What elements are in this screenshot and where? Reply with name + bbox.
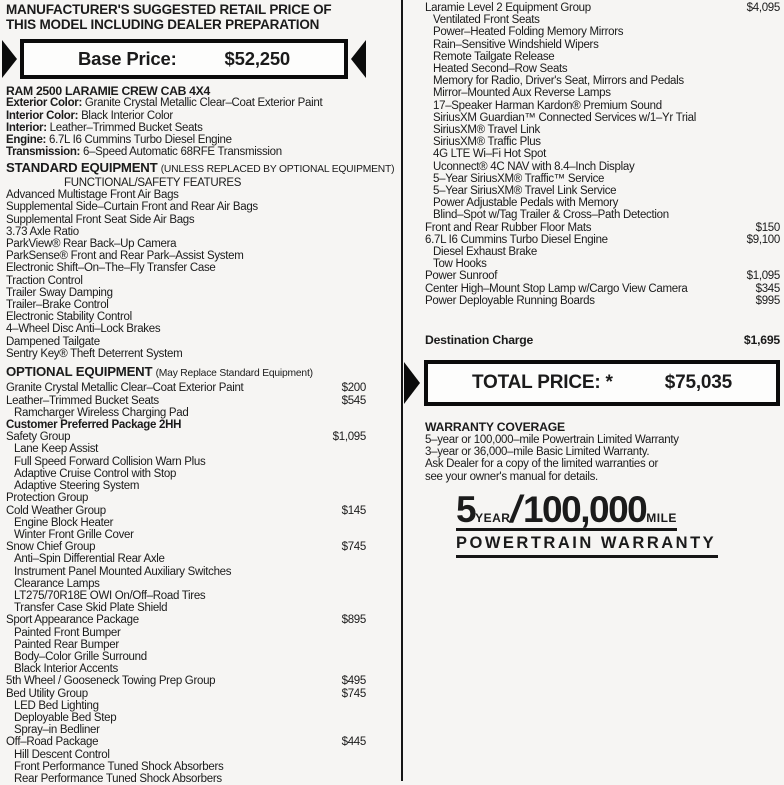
equipment-item-name: Electronic Shift–On–The–Fly Transfer Case [6, 262, 216, 275]
equipment-item [6, 541, 366, 553]
equipment-item-price: $495 [341, 675, 366, 688]
powertrain-logo-line1 [456, 488, 677, 531]
equipment-item [6, 480, 366, 492]
vehicle-spec-label: Exterior Color: [6, 97, 83, 110]
equipment-item [425, 148, 780, 160]
equipment-item-name: Dampened Tailgate [6, 335, 100, 348]
equipment-item [425, 51, 780, 63]
equipment-item-name: Cold Weather Group [6, 504, 106, 517]
vehicle-specs [6, 97, 366, 158]
equipment-item-name: Painted Rear Bumper [14, 638, 119, 651]
equipment-item [6, 311, 366, 323]
warranty-line: 3–year or 36,000–mile Basic Limited Warranty. [425, 446, 650, 459]
left-column [6, 2, 395, 785]
equipment-item-name: Sport Appearance Package [6, 614, 139, 627]
equipment-item [6, 529, 366, 541]
equipment-item-price: $345 [755, 282, 780, 295]
equipment-item [6, 382, 366, 394]
equipment-item [425, 197, 780, 209]
total-price-box [424, 360, 780, 406]
equipment-item-name: Deployable Bed Step [14, 711, 117, 724]
equipment-item [425, 87, 780, 99]
equipment-item-name: Painted Front Bumper [14, 626, 121, 639]
equipment-item [6, 602, 366, 614]
equipment-item-name: Power Sunroof [425, 270, 498, 283]
equipment-item [425, 14, 780, 26]
powertrain-warranty-logo [456, 488, 717, 558]
equipment-item-price: $9,100 [746, 233, 780, 246]
arrow-right-icon [2, 40, 17, 78]
equipment-item-price: $995 [755, 294, 780, 307]
equipment-item-price: $200 [341, 382, 366, 395]
equipment-item-name: Power–Heated Folding Memory Mirrors [433, 26, 624, 39]
equipment-item-name: Lane Keep Assist [14, 443, 99, 456]
vehicle-spec-line [6, 122, 366, 134]
equipment-item-name: 4–Wheel Disc Anti–Lock Brakes [6, 323, 161, 336]
equipment-item-name: Heated Second–Row Seats [433, 63, 568, 76]
equipment-item-price: $1,095 [332, 431, 366, 444]
equipment-item [6, 299, 366, 311]
equipment-item-name: Snow Chief Group [6, 541, 96, 554]
equipment-item-name: Power Adjustable Pedals with Memory [433, 197, 619, 210]
equipment-item [6, 578, 366, 590]
equipment-item-name: Rear Performance Tuned Shock Absorbers [14, 772, 222, 785]
equipment-item-name: Winter Front Grille Cover [14, 528, 134, 541]
equipment-item [6, 517, 366, 529]
warranty-line: 5–year or 100,000–mile Powertrain Limited Warranty [425, 434, 679, 447]
standard-equipment-note: (UNLESS REPLACED BY OPTIONAL EQUIPMENT) [160, 164, 395, 176]
right-equipment-list [418, 2, 780, 307]
equipment-item-name: Electronic Stability Control [6, 311, 132, 324]
equipment-item [425, 2, 780, 14]
equipment-item-price: $895 [341, 614, 366, 627]
total-price-banner [404, 358, 780, 408]
equipment-item-price: $150 [755, 221, 780, 234]
vehicle-spec-value: Black Interior Color [78, 109, 173, 122]
warranty-line: see your owner's manual for details. [425, 470, 598, 483]
equipment-item-price: $445 [341, 736, 366, 749]
logo-year: YEAR [475, 510, 511, 525]
optional-equipment-title: OPTIONAL EQUIPMENT [6, 363, 153, 379]
equipment-item [425, 222, 780, 234]
logo-slash: / [506, 488, 527, 531]
vehicle-spec-value: 6.7L I6 Cummins Turbo Diesel Engine [46, 134, 232, 147]
vehicle-spec-label: Interior Color: [6, 109, 79, 122]
logo-miles: 100,000 [522, 488, 647, 530]
equipment-item-name: SiriusXM Guardian™ Connected Services w/1–Yr Trial [433, 111, 697, 124]
equipment-item [6, 419, 366, 431]
equipment-item-price: $745 [341, 687, 366, 700]
equipment-item-price: $145 [341, 504, 366, 517]
equipment-item-name: Body–Color Grille Surround [14, 650, 147, 663]
vehicle-spec-value: Leather–Trimmed Bucket Seats [46, 121, 203, 134]
equipment-item [6, 226, 366, 238]
equipment-item [425, 258, 780, 270]
equipment-item [6, 566, 366, 578]
equipment-item [6, 287, 366, 299]
equipment-item-name: Laramie Level 2 Equipment Group [425, 2, 591, 14]
warranty-title: WARRANTY COVERAGE [425, 420, 565, 435]
vehicle-spec-value: 6–Speed Automatic 68RFE Transmission [80, 146, 282, 159]
vehicle-spec-line [6, 110, 366, 122]
equipment-item [6, 262, 366, 274]
equipment-item-name: Hill Descent Control [14, 748, 110, 761]
equipment-item [6, 189, 366, 201]
powertrain-logo-caption: POWERTRAIN WARRANTY [456, 531, 718, 558]
equipment-item-name: 5–Year SiriusXM® Traffic™ Service [433, 172, 605, 185]
equipment-item [425, 136, 780, 148]
equipment-item [425, 246, 780, 258]
msrp-heading-line2: THIS MODEL INCLUDING DEALER PREPARATION [6, 16, 320, 32]
equipment-item [425, 39, 780, 51]
column-divider [401, 0, 403, 781]
equipment-item-name: Granite Crystal Metallic Clear–Coat Exterior Paint [6, 382, 244, 395]
equipment-item [6, 250, 366, 262]
equipment-item [6, 724, 366, 736]
equipment-item [425, 75, 780, 87]
equipment-item-name: Mirror–Mounted Aux Reverse Lamps [433, 87, 611, 100]
equipment-item [425, 209, 780, 221]
standard-equipment-heading [6, 160, 395, 177]
equipment-item-price: $1,095 [746, 270, 780, 283]
equipment-item [425, 63, 780, 75]
base-price-label: Base Price: [77, 48, 177, 69]
equipment-item [6, 761, 366, 773]
vehicle-spec-line [6, 97, 366, 109]
equipment-item-name: Ventilated Front Seats [433, 14, 540, 27]
equipment-item-name: Clearance Lamps [14, 577, 100, 590]
vehicle-spec-label: Engine: [6, 134, 47, 147]
equipment-item-name: Sentry Key® Theft Deterrent System [6, 347, 183, 360]
destination-charge-row [418, 333, 780, 347]
equipment-item [425, 283, 780, 295]
vehicle-spec-line [6, 146, 366, 158]
equipment-item [6, 492, 366, 504]
equipment-item-name: Black Interior Accents [14, 663, 118, 676]
standard-equipment-list [6, 189, 366, 360]
equipment-item-name: Customer Preferred Package 2HH [6, 419, 182, 432]
equipment-item [6, 712, 366, 724]
equipment-item [6, 639, 366, 651]
equipment-item-name: 4G LTE Wi–Fi Hot Spot [433, 148, 546, 161]
right-column [418, 2, 780, 558]
equipment-item [6, 749, 366, 761]
equipment-item-name: LED Bed Lighting [14, 699, 99, 712]
equipment-item-name: Diesel Exhaust Brake [433, 246, 537, 259]
equipment-item [6, 736, 366, 748]
equipment-item [6, 214, 366, 226]
arrow-right-icon [404, 362, 420, 404]
equipment-item-name: Full Speed Forward Collision Warn Plus [14, 455, 206, 468]
vehicle-spec-label: Interior: [6, 121, 47, 134]
equipment-item-name: Off–Road Package [6, 736, 99, 749]
equipment-item-name: Adaptive Cruise Control with Stop [14, 467, 177, 480]
equipment-item-name: SiriusXM® Travel Link [433, 124, 540, 137]
equipment-item [6, 614, 366, 626]
equipment-item [425, 100, 780, 112]
optional-equipment-heading [6, 365, 366, 381]
equipment-item-name: Trailer Sway Damping [6, 286, 113, 299]
equipment-item-name: Advanced Multistage Front Air Bags [6, 189, 179, 202]
logo-mile: MILE [646, 510, 677, 525]
equipment-item-name: Front Performance Tuned Shock Absorbers [14, 760, 224, 773]
standard-equipment-title: STANDARD EQUIPMENT [6, 160, 158, 176]
equipment-item-name: Supplemental Front Seat Side Air Bags [6, 213, 195, 226]
equipment-item [6, 407, 366, 419]
equipment-item [6, 323, 366, 335]
equipment-item [6, 688, 366, 700]
warranty-lines [425, 434, 780, 483]
equipment-item-name: Transfer Case Skid Plate Shield [14, 602, 168, 615]
total-price-value: $75,035 [664, 372, 733, 394]
equipment-item-name: 6.7L I6 Cummins Turbo Diesel Engine [425, 233, 608, 246]
optional-equipment-note: (May Replace Standard Equipment) [155, 367, 313, 379]
equipment-item [6, 456, 366, 468]
equipment-item [6, 590, 366, 602]
equipment-item [425, 270, 780, 282]
equipment-item-name: Front and Rear Rubber Floor Mats [425, 221, 592, 234]
equipment-item-price: $745 [341, 541, 366, 554]
equipment-item-name: Memory for Radio, Driver's Seat, Mirrors and Pedals [433, 75, 684, 88]
equipment-item-name: Uconnect® 4C NAV with 8.4–Inch Display [433, 160, 635, 173]
base-price-value: $52,250 [224, 48, 291, 69]
equipment-item-name: Instrument Panel Mounted Auxiliary Switches [14, 565, 232, 578]
base-price-box [20, 39, 348, 79]
equipment-item [6, 773, 366, 785]
equipment-item-name: Protection Group [6, 492, 89, 505]
equipment-item-name: Remote Tailgate Release [433, 50, 555, 63]
equipment-item-name: Safety Group [6, 431, 71, 444]
equipment-item [425, 173, 780, 185]
base-price-banner [2, 37, 366, 81]
equipment-item-name: Adaptive Steering System [14, 480, 140, 493]
equipment-item [6, 505, 366, 517]
equipment-item-name: Power Deployable Running Boards [425, 294, 595, 307]
equipment-item-name: Traction Control [6, 274, 83, 287]
equipment-item-name: ParkSense® Front and Rear Park–Assist System [6, 250, 244, 263]
vehicle-spec-value: Granite Crystal Metallic Clear–Coat Exterior Paint [82, 97, 323, 110]
logo-five: 5 [456, 488, 476, 530]
equipment-item-name: Anti–Spin Differential Rear Axle [14, 553, 165, 566]
equipment-item [6, 395, 366, 407]
equipment-item [6, 201, 366, 213]
equipment-item [6, 238, 366, 250]
equipment-item-name: Rain–Sensitive Windshield Wipers [433, 38, 599, 51]
equipment-item-name: Trailer–Brake Control [6, 298, 109, 311]
equipment-item [425, 161, 780, 173]
equipment-item-name: Supplemental Side–Curtain Front and Rear Air Bags [6, 201, 258, 214]
equipment-item-name: Center High–Mount Stop Lamp w/Cargo View Camera [425, 282, 688, 295]
equipment-item [425, 295, 780, 307]
equipment-item [6, 700, 366, 712]
msrp-heading [6, 3, 366, 32]
vehicle-title: RAM 2500 LARAMIE CREW CAB 4X4 [6, 84, 210, 98]
equipment-item [6, 663, 366, 675]
equipment-item [425, 185, 780, 197]
warranty-section [418, 421, 780, 483]
equipment-item [6, 431, 366, 443]
equipment-item-name: Tow Hooks [433, 258, 487, 271]
destination-charge-label: Destination Charge [425, 333, 534, 348]
equipment-item-name: SiriusXM® Traffic Plus [433, 136, 541, 149]
equipment-item-name: 5th Wheel / Gooseneck Towing Prep Group [6, 675, 216, 688]
equipment-item [6, 675, 366, 687]
equipment-item [6, 651, 366, 663]
equipment-item-name: Spray–in Bedliner [14, 724, 100, 737]
equipment-item [425, 112, 780, 124]
msrp-heading-line1: MANUFACTURER'S SUGGESTED RETAIL PRICE OF [6, 2, 332, 17]
equipment-item-name: 5–Year SiriusXM® Travel Link Service [433, 185, 617, 198]
arrow-left-icon [351, 40, 366, 78]
equipment-item-price: $4,095 [746, 2, 780, 14]
equipment-item-name: 17–Speaker Harman Kardon® Premium Sound [433, 99, 662, 112]
equipment-item [425, 124, 780, 136]
equipment-item [6, 336, 366, 348]
equipment-item-name: 3.73 Axle Ratio [6, 225, 79, 238]
destination-charge-price: $1,695 [743, 333, 780, 348]
equipment-item-name: Engine Block Heater [14, 516, 114, 529]
equipment-item [6, 275, 366, 287]
optional-equipment-list [6, 382, 366, 785]
vehicle-spec-label: Transmission: [6, 146, 81, 159]
equipment-item [6, 348, 366, 360]
equipment-item-price: $545 [341, 394, 366, 407]
equipment-item [425, 234, 780, 246]
equipment-item [6, 468, 366, 480]
equipment-item [6, 553, 366, 565]
vehicle-spec-line [6, 134, 366, 146]
equipment-item-name: Bed Utility Group [6, 687, 88, 700]
equipment-item [425, 26, 780, 38]
equipment-item-name: Leather–Trimmed Bucket Seats [6, 394, 159, 407]
equipment-item [6, 627, 366, 639]
equipment-item-name: Blind–Spot w/Tag Trailer & Cross–Path Detection [433, 209, 669, 222]
equipment-item-name: Ramcharger Wireless Charging Pad [14, 406, 189, 419]
warranty-line: Ask Dealer for a copy of the limited warranties or [425, 458, 658, 471]
equipment-item-name: ParkView® Rear Back–Up Camera [6, 237, 177, 250]
equipment-item-name: LT275/70R18E OWI On/Off–Road Tires [14, 589, 206, 602]
functional-safety-subheading: FUNCTIONAL/SAFETY FEATURES [64, 176, 242, 189]
equipment-item [6, 443, 366, 455]
total-price-label: TOTAL PRICE: * [471, 372, 613, 394]
